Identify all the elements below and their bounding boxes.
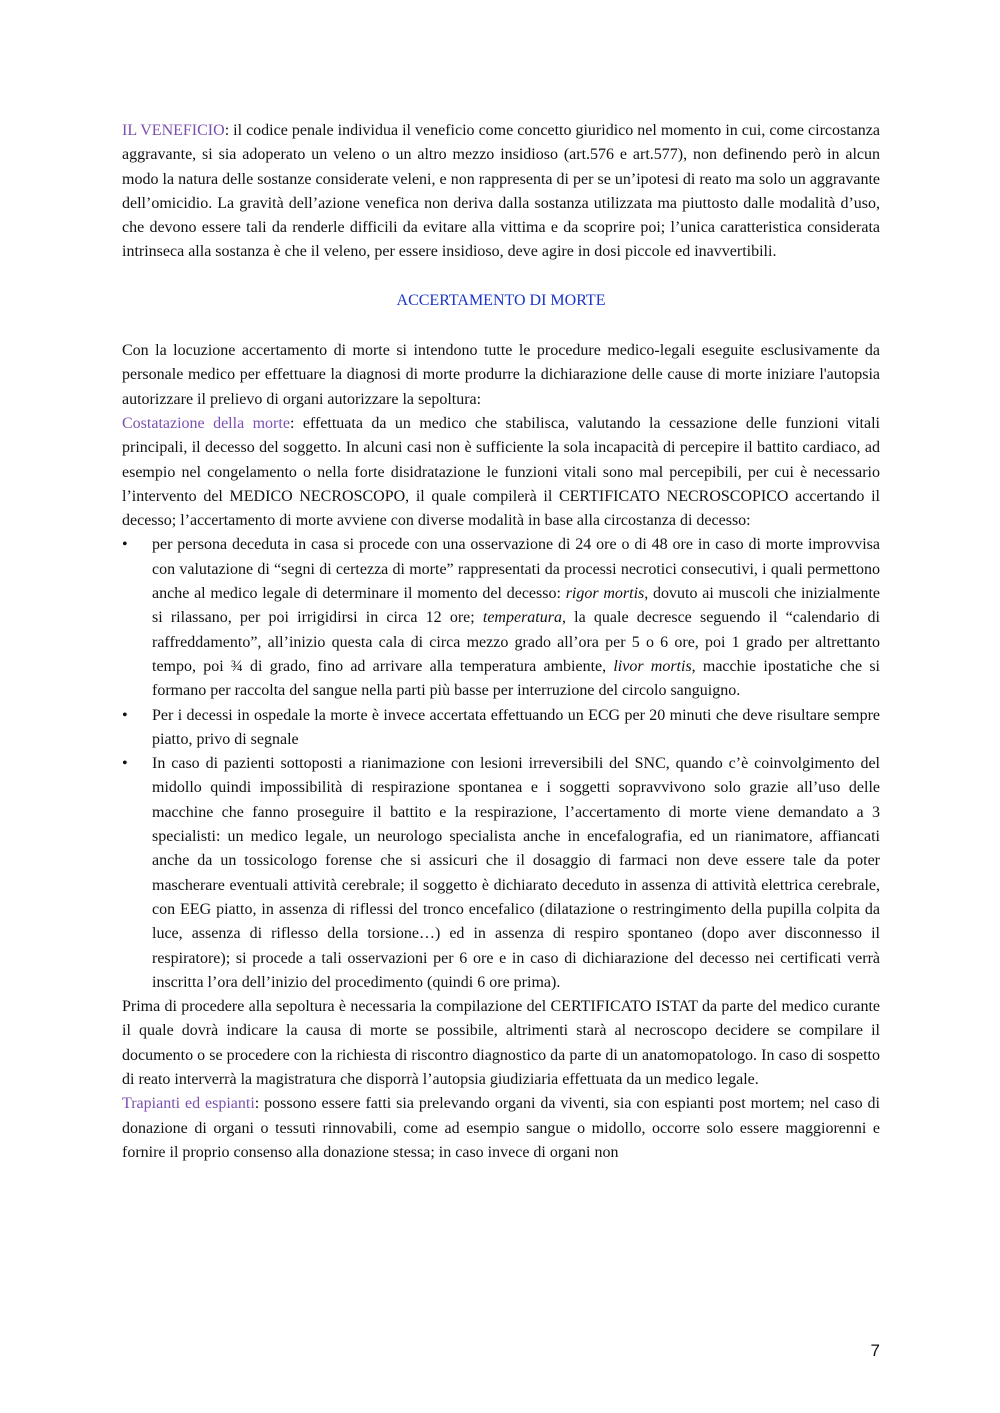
bullet-text: , la quale decresce seguendo il “calendario di raffreddamento”, all’inizio questa cala di circa mezzo grado all’ora per 5 o 6 ore, poi 1 grado per altrettanto tempo, poi ¾ di grado, fino ad arrivare alla temperatura ambiente, [152, 609, 880, 675]
term-trapianti: Trapianti ed espianti [122, 1095, 255, 1113]
italic-term: livor mortis [613, 657, 692, 675]
italic-term: temperatura [482, 609, 562, 627]
paragraph-trapianti [122, 1092, 880, 1165]
list-item [122, 533, 880, 703]
paragraph-istat: Prima di procedere alla sepoltura è necessaria la compilazione del CERTIFICATO ISTAT da parte del medico curante il quale dovrà indicare la causa di morte se possibile, altrimenti starà al necroscopo decidere se compilare il documento o se procedere con la richiesta di riscontro diagnostico da parte di un anatomopatologo. In caso di sospetto di reato interverrà la magistratura che disporrà l’autopsia giudiziaria effettuata da un medico legale. [122, 998, 880, 1088]
bullet-text: In caso di pazienti sottoposti a rianimazione con lesioni irreversibili del SNC, quando c’è coinvolgimento del midollo quindi impossibilità di respirazione spontanea e i soggetti sopravvivono solo grazie all’uso delle macchine che fanno proseguire il battito e la respirazione, l’accertamento di morte viene demandato a 3 specialisti: un medico legale, un neurologo specialista anche in encefalografia, ed un rianimatore, affiancati anche da un tossicologo forense che si assicuri che il dosaggio di farmaci non deve essere tale da poter mascherare eventuali attività cerebrale; il soggetto è dichiarato deceduto in assenza di attività elettrica cerebrale, con EEG piatto, in assenza di riflessi del tronco encefalico (dilatazione o restringimento della pupilla colpita da luce, assenza di riflesso della torsione…) ed in assenza di respiro spontaneo (dopo aver disconnesso il respiratore); si procede a tali osservazioni per 6 ore e in caso di dichiarazione del decesso nei certificati verrà inscritta l’ora dell’inizio del procedimento (quindi 6 ore prima). [152, 755, 880, 991]
bullet-marker: • [122, 755, 128, 773]
paragraph-costatazione [122, 412, 880, 533]
page-content [122, 119, 880, 1165]
bullet-text: Per i decessi in ospedale la morte è invece accertata effettuando un ECG per 20 minuti che deve risultare sempre piatto, privo di segnale [152, 706, 880, 748]
bullet-text: , dovuto ai muscoli che inizialmente si rilassano, per poi irrigidirsi in circa 12 ore; [152, 585, 881, 627]
paragraph-veneficio [122, 119, 880, 265]
bullet-text: per persona deceduta in casa si procede con una osservazione di 24 ore o di 48 ore in caso di morte improvvisa con valutazione di “segni di certezza di morte” rappresentati da processi necrotici consecutivi, i quali permettono anche al medico legale di determinare il momento del decesso: [152, 536, 880, 603]
term-costatazione: Costatazione della morte [122, 414, 290, 432]
paragraph-trapianti-text: : possono essere fatti sia prelevando organi da viventi, sia con espianti post mortem; nel caso di donazione di organi o tessuti rinnovabili, come ad esempio sangue o midollo, occorre solo essere maggiorenni e fornire il proprio consenso alla donazione stessa; in caso invece di organi non [122, 1095, 880, 1161]
list-item [122, 704, 880, 753]
bullet-list [122, 533, 880, 995]
italic-term: rigor mortis [565, 585, 645, 603]
bullet-marker: • [122, 706, 128, 724]
paragraph-veneficio-text: : il codice penale individua il veneficio come concetto giuridico nel momento in cui, come circostanza aggravante, si sia adoperato un veleno o un altro mezzo insidioso (art.576 e art.577), non definendo però in alcun modo la natura delle sostanze considerate veleni, e non rappresenta di per se un’ipotesi di reato ma solo un aggravante dell’omicidio. La gravità dell’azione venefica non deriva dalla sostanza utilizzata ma piuttosto dalle modalità d’uso, che devono essere tali da renderle difficili da evitare alla vittima e da scoprire poi; l’unica caratteristica considerata intrinseca alla sostanza è che il veleno, per essere insidioso, deve agire in dosi piccole ed inavvertibili. [122, 122, 881, 261]
list-item [122, 752, 880, 995]
bullet-marker: • [122, 536, 128, 554]
page-number: 7 [870, 1341, 880, 1360]
paragraph-costatazione-text: : effettuata da un medico che stabilisca, valutando la cessazione delle funzioni vitali principali, il decesso del soggetto. In alcuni casi non è sufficiente la sola incapacità di percepire il battito cardiaco, ad esempio nel congelamento o nella forte disidratazione le funzioni vitali sono mal percepibili, per cui è necessario l’intervento del MEDICO NECROSCOPO, il quale compilerà il CERTIFICATO NECROSCOPICO accertando il decesso; l’accertamento di morte avviene con diverse modalità in base alla circostanza di decesso: [122, 414, 880, 530]
bullet-text: , macchie ipostatiche che si formano per raccolta del sangue nella parti più basse per interruzione del circolo sanguigno. [152, 657, 880, 700]
paragraph-intro: Con la locuzione accertamento di morte si intendono tutte le procedure medico-legali eseguite esclusivamente da personale medico per effettuare la diagnosi di morte produrre la dichiarazione delle cause di morte iniziare l'autopsia autorizzare il prelievo di organi autorizzare la sepoltura: [122, 342, 880, 408]
term-veneficio: IL VENEFICIO [122, 122, 225, 139]
section-heading: ACCERTAMENTO DI MORTE [396, 291, 606, 309]
